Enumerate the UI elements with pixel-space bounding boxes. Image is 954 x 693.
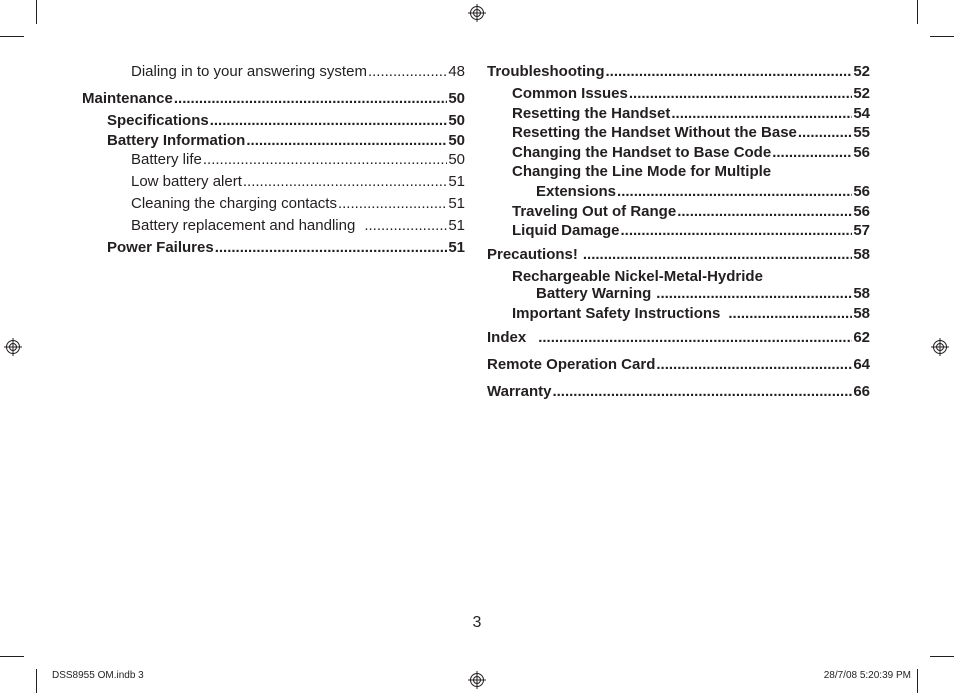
toc-entry-title: Warranty [487,383,552,400]
toc-entry-page: 55 [853,124,870,141]
toc-entry[interactable] [131,151,465,169]
toc-entry-title: Power Failures [107,239,214,256]
toc-entry[interactable] [487,246,870,264]
crop-mark [36,0,37,24]
toc-entry-page: 51 [448,195,465,212]
toc-entry-title: Low battery alert [131,173,242,190]
toc-entry-title: Battery life [131,151,202,168]
toc-entry[interactable] [512,85,870,103]
toc-leader-dots [772,144,852,162]
toc-leader-dots [203,151,447,169]
toc-entry-page: 50 [448,112,465,129]
toc-entry-page: 52 [853,63,870,80]
toc-entry[interactable] [131,63,465,81]
crop-mark [930,656,954,657]
toc-leader-dots [538,329,852,347]
toc-entry[interactable] [512,144,870,162]
toc-entry-title: Index [487,329,527,346]
toc-entry-page: 51 [448,173,465,190]
toc-entry-page: 50 [448,90,465,107]
toc-entry[interactable] [512,222,870,240]
toc-entry[interactable] [131,217,465,235]
toc-leader-dots [629,85,852,103]
registration-mark-icon [931,338,949,356]
toc-entry-title: Specifications [107,112,209,129]
registration-mark-icon [468,4,486,22]
toc-leader-dots [364,217,447,235]
toc-entry-page: 48 [448,63,465,80]
toc-entry-page: 56 [853,183,870,200]
toc-entry-title: Remote Operation Card [487,356,656,373]
crop-mark [0,36,24,37]
toc-entry[interactable] [107,239,465,257]
toc-leader-dots [215,239,448,257]
toc-entry-title: Maintenance [82,90,173,107]
toc-entry-page: 56 [853,203,870,220]
toc-entry-title: Cleaning the charging contacts [131,195,337,212]
toc-entry-page: 51 [448,217,465,234]
toc-entry[interactable] [131,195,465,213]
toc-entry-title: Traveling Out of Range [512,203,677,220]
crop-mark [36,669,37,693]
toc-leader-dots [621,222,853,240]
toc-entry-title: Important Safety Instructions [512,305,721,322]
toc-entry-title: Battery replacement and handling [131,217,356,234]
toc-entry-page: 62 [853,329,870,346]
crop-mark [917,0,918,24]
registration-mark-icon [4,338,22,356]
toc-leader-dots [552,383,852,401]
toc-entry-page: 56 [853,144,870,161]
toc-entry-page: 58 [853,305,870,322]
toc-entry-page: 57 [853,222,870,239]
registration-mark-icon [468,671,486,689]
toc-entry[interactable] [512,305,870,323]
toc-leader-dots [671,105,852,123]
toc-leader-dots [583,246,852,264]
toc-leader-dots [338,195,447,213]
toc-entry[interactable] [107,132,465,150]
toc-entry-title-line1: Changing the Line Mode for Multiple [512,163,772,180]
toc-entry-title: Precautions! [487,246,578,263]
toc-leader-dots [617,183,852,201]
crop-mark [917,669,918,693]
toc-entry-title: Liquid Damage [512,222,620,239]
toc-entry-page: 52 [853,85,870,102]
toc-entry[interactable] [536,285,870,303]
toc-entry-title: Extensions [536,183,617,200]
toc-entry[interactable] [82,90,465,108]
toc-leader-dots [677,203,852,221]
toc-entry-page: 50 [448,132,465,149]
toc-entry-page: 58 [853,285,870,302]
toc-entry[interactable] [512,124,870,142]
toc-entry-title: Common Issues [512,85,628,102]
toc-entry-title: Dialing in to your answering system [131,63,367,80]
toc-entry[interactable] [536,183,870,201]
toc-entry-page: 66 [853,383,870,400]
toc-entry-title: Changing the Handset to Base Code [512,144,772,161]
toc-leader-dots [728,305,852,323]
toc-leader-dots [246,132,447,150]
toc-entry-title-line1: Rechargeable Nickel-Metal-Hydride [512,268,763,285]
toc-entry-page: 50 [448,151,465,168]
toc-entry-page: 64 [853,356,870,373]
toc-leader-dots [210,112,448,130]
toc-entry-title: Battery Warning [536,285,652,302]
toc-entry-title: Resetting the Handset [512,105,671,122]
toc-entry[interactable] [487,383,870,401]
toc-leader-dots [656,285,852,303]
toc-entry-page: 58 [853,246,870,263]
toc-leader-dots [656,356,852,374]
crop-mark [0,656,24,657]
print-slug-file: DSS8955 OM.indb 3 [52,670,144,681]
toc-entry[interactable] [487,329,870,347]
toc-leader-dots [243,173,447,191]
toc-entry-page: 54 [853,105,870,122]
toc-entry[interactable] [487,63,870,81]
toc-entry[interactable] [487,356,870,374]
toc-leader-dots [368,63,447,81]
toc-entry-title: Resetting the Handset Without the Base [512,124,797,141]
toc-entry-title: Troubleshooting [487,63,605,80]
toc-leader-dots [174,90,447,108]
toc-entry-page: 51 [448,239,465,256]
toc-entry[interactable] [131,173,465,191]
toc-leader-dots [798,124,852,142]
page-number: 3 [472,614,482,631]
toc-entry-title: Battery Information [107,132,246,149]
toc-entry[interactable] [512,203,870,221]
print-slug-timestamp: 28/7/08 5:20:39 PM [823,670,911,681]
crop-mark [930,36,954,37]
toc-entry[interactable] [107,112,465,130]
toc-entry[interactable] [512,105,870,123]
toc-leader-dots [606,63,853,81]
